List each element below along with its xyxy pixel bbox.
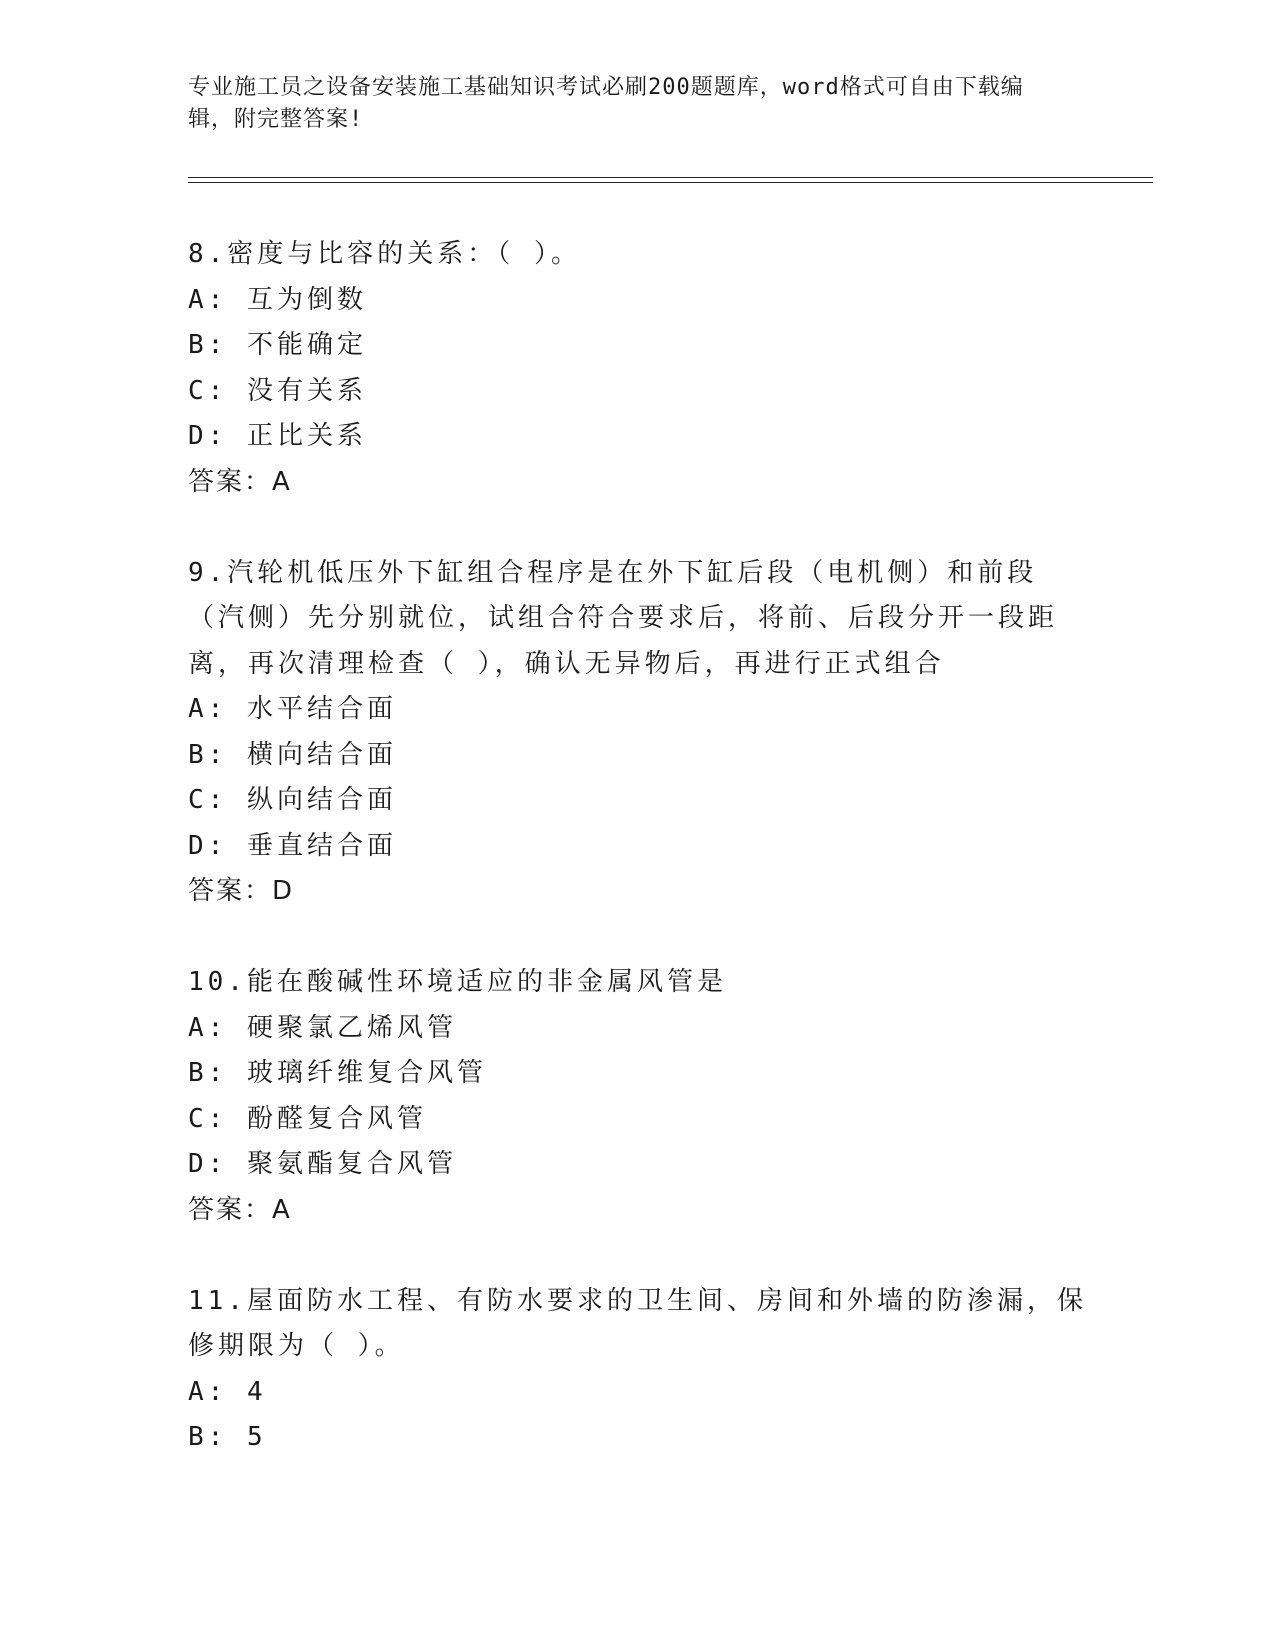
question-stem: 10.能在酸碱性环境适应的非金属风管是 xyxy=(188,967,727,997)
option-c: C: 没有关系 xyxy=(188,375,367,406)
option-a: A: 水平结合面 xyxy=(188,694,397,724)
answer: 答案：A xyxy=(188,466,292,497)
option-c: C: 酚醛复合风管 xyxy=(188,1103,427,1134)
option-b: B: 玻璃纤维复合风管 xyxy=(188,1058,487,1088)
question-stem: 9.汽轮机低压外下缸组合程序是在外下缸后段（电机侧）和前段（汽侧）先分别就位，试组合符合要求后，将前、后段分开一段距离，再次清理检查（ ），确认无异物后，再进行正式组合 xyxy=(188,557,1059,679)
header-divider-top xyxy=(188,177,1153,178)
option-a: A: 4 xyxy=(188,1376,267,1407)
option-a: A: 互为倒数 xyxy=(188,284,367,315)
question-8 xyxy=(188,232,1088,505)
option-d: D: 垂直结合面 xyxy=(188,830,397,861)
option-b: B: 5 xyxy=(188,1422,267,1452)
option-d: D: 正比关系 xyxy=(188,421,367,451)
spacer xyxy=(188,1233,1088,1279)
option-a: A: 硬聚氯乙烯风管 xyxy=(188,1012,457,1043)
question-9 xyxy=(188,551,1088,915)
option-b: B: 不能确定 xyxy=(188,330,367,360)
question-11 xyxy=(188,1279,1088,1461)
answer: 答案：D xyxy=(188,876,295,906)
question-stem: 8.密度与比容的关系：（ ）。 xyxy=(188,239,581,269)
question-list xyxy=(188,232,1088,1461)
spacer xyxy=(188,505,1088,551)
header-divider-bottom xyxy=(188,182,1153,183)
question-10 xyxy=(188,960,1088,1233)
question-stem: 11.屋面防水工程、有防水要求的卫生间、房间和外墙的防渗漏，保修期限为（ ）。 xyxy=(188,1285,1087,1361)
option-b: B: 横向结合面 xyxy=(188,739,397,770)
document-header xyxy=(188,72,1068,136)
header-title: 专业施工员之设备安装施工基础知识考试必刷200题题库，word格式可自由下载编辑，附完整答案! xyxy=(188,75,1024,132)
spacer xyxy=(188,915,1088,961)
option-d: D: 聚氨酯复合风管 xyxy=(188,1149,457,1179)
answer: 答案：A xyxy=(188,1194,292,1225)
option-c: C: 纵向结合面 xyxy=(188,785,397,815)
